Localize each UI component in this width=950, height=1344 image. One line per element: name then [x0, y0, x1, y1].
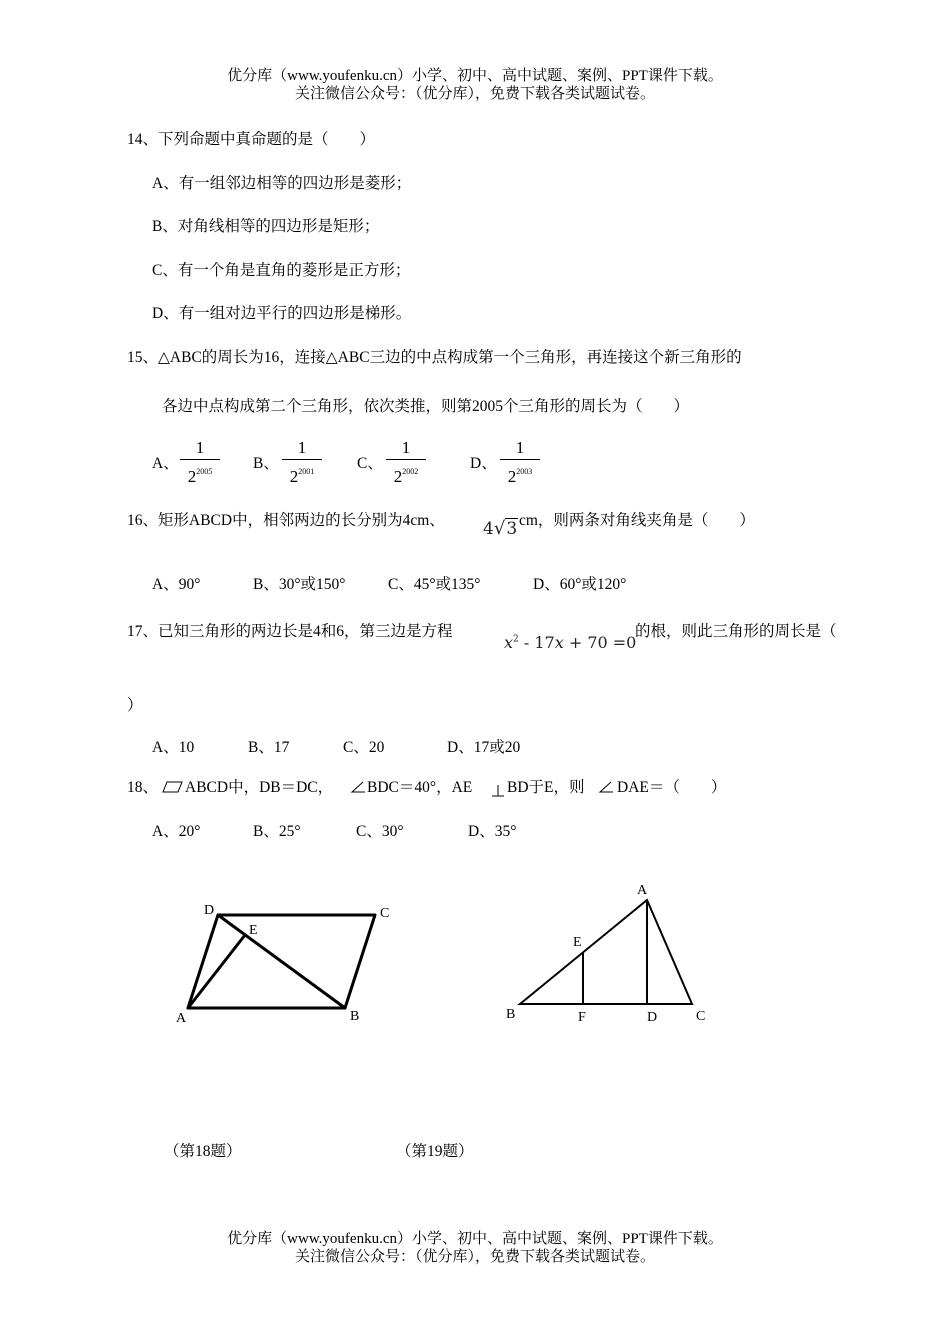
q17-stem-a: 17、已知三角形的两边长是4和6，第三边是方程	[127, 623, 453, 640]
fig19-lines	[520, 900, 692, 1004]
q17-option-c: C、20	[343, 739, 385, 756]
q15-b-numerator: 1	[297, 438, 307, 457]
q15-c-numerator: 1	[401, 438, 411, 457]
fig18-segment-ae	[188, 935, 245, 1008]
q18-stem-c: BDC＝40°，AE	[367, 779, 473, 796]
q17-equation	[504, 633, 636, 652]
header-line-2: 关注微信公众号：（优分库），免费下载各类试题试卷。	[294, 86, 655, 102]
q17-option-a: A、10	[152, 739, 195, 756]
q14-option-c: C、有一个角是直角的菱形是正方形；	[152, 262, 411, 279]
q18-option-d: D、35°	[468, 823, 517, 840]
q15-option-a-fraction	[180, 438, 220, 487]
q17-eq-var: x	[504, 633, 514, 652]
q14-option-d: D、有一组对边平行的四边形是梯形。	[152, 305, 412, 322]
q18-stem-b: ABCD中，DB＝DC，	[185, 779, 334, 796]
fig19-triangle-outline	[520, 900, 692, 1004]
q16-radical-value: 3	[506, 519, 518, 539]
q16-stem-a: 16、矩形ABCD中，相邻两边的长分别为4cm、	[127, 512, 445, 529]
angle-icon	[350, 780, 366, 794]
q18-stem-d: BD于E，则	[507, 779, 585, 796]
q17-eq-exponent: 2	[513, 634, 519, 645]
q15-d-exponent: 2003	[516, 467, 533, 476]
figure-18-caption: （第18题）	[164, 1143, 242, 1160]
q15-c-base: 2	[393, 467, 403, 486]
q16-option-a: A、90°	[152, 576, 201, 593]
q14-stem: 14、下列命题中真命题的是（ ）	[127, 131, 376, 148]
q18-stem-a: 18、	[127, 779, 159, 796]
q15-option-d-label: D、	[470, 455, 497, 472]
fig18-lines	[188, 915, 375, 1008]
fig18-label-e: E	[249, 923, 258, 938]
q17-stem-b: 的根，则此三角形的周长是（	[635, 623, 837, 640]
q15-a-base: 2	[187, 467, 197, 486]
fig18-label-b: B	[350, 1009, 360, 1024]
q16-radical-coef: 4	[483, 519, 494, 539]
perpendicular-icon	[491, 784, 505, 798]
q15-b-base: 2	[289, 467, 299, 486]
q14-option-b: B、对角线相等的四边形是矩形；	[152, 218, 380, 235]
q14-option-a: A、有一组邻边相等的四边形是菱形；	[152, 175, 412, 192]
q17-eq-part1: - 17	[518, 633, 555, 652]
q15-option-c-label: C、	[357, 455, 383, 472]
q18-option-a: A、20°	[152, 823, 201, 840]
footer-line-1: 优分库（www.youfenku.cn）小学、初中、高中试题、案例、PPT课件下载。	[227, 1231, 723, 1247]
q15-a-numerator: 1	[195, 438, 205, 457]
q15-d-numerator: 1	[515, 438, 525, 457]
q17-option-d: D、17或20	[447, 739, 521, 756]
q18-option-b: B、25°	[253, 823, 301, 840]
q18-stem-e: DAE＝（ ）	[617, 779, 727, 796]
fig19-label-e: E	[573, 935, 582, 950]
header-line-1: 优分库（www.youfenku.cn）小学、初中、高中试题、案例、PPT课件下载。	[227, 68, 723, 84]
angle-icon	[598, 780, 614, 794]
q17-eq-var2: x	[554, 633, 564, 652]
q15-d-base: 2	[507, 467, 517, 486]
figure-18-parallelogram	[160, 895, 400, 1035]
q15-stem-line-1: 15、△ABC的周长为16，连接△ABC三边的中点构成第一个三角形，再连接这个新三角形的	[127, 349, 742, 366]
q17-stem-end: ）	[127, 697, 143, 714]
figure-19-caption: （第19题）	[396, 1143, 474, 1160]
figure-19-triangle	[500, 875, 720, 1030]
fig18-diagonal-db	[218, 915, 345, 1008]
fig19-label-b: B	[506, 1007, 516, 1022]
q16-option-d: D、60°或120°	[533, 576, 627, 593]
q15-stem-line-2: 各边中点构成第二个三角形，依次类推，则第2005个三角形的周长为（ ）	[162, 398, 690, 415]
q15-a-exponent: 2005	[196, 467, 213, 476]
footer-line-2: 关注微信公众号：（优分库），免费下载各类试题试卷。	[294, 1249, 655, 1265]
q15-option-d-fraction	[500, 438, 540, 487]
q15-option-b-label: B、	[253, 455, 279, 472]
fig18-label-d: D	[204, 903, 215, 918]
fig19-label-d: D	[647, 1010, 658, 1025]
fig19-label-f: F	[578, 1010, 586, 1025]
q15-option-b-fraction	[282, 438, 322, 487]
q16-option-b: B、30°或150°	[253, 576, 346, 593]
fig19-label-c: C	[696, 1009, 706, 1024]
q16-stem-b: cm，则两条对角线夹角是（ ）	[519, 512, 755, 529]
fig18-label-a: A	[176, 1011, 187, 1026]
fig18-label-c: C	[380, 906, 390, 921]
q15-option-a-label: A、	[152, 455, 179, 472]
q15-option-c-fraction	[386, 438, 426, 487]
fig19-label-a: A	[637, 883, 648, 898]
q18-option-c: C、30°	[356, 823, 404, 840]
q15-b-exponent: 2001	[298, 467, 315, 476]
q17-eq-part2: + 70 =0	[563, 633, 637, 652]
radical-sign-icon: √	[493, 518, 506, 539]
parallelogram-icon	[162, 780, 184, 794]
q17-option-b: B、17	[248, 739, 290, 756]
q16-radical	[483, 518, 518, 539]
q16-option-c: C、45°或135°	[388, 576, 481, 593]
q15-c-exponent: 2002	[402, 467, 419, 476]
